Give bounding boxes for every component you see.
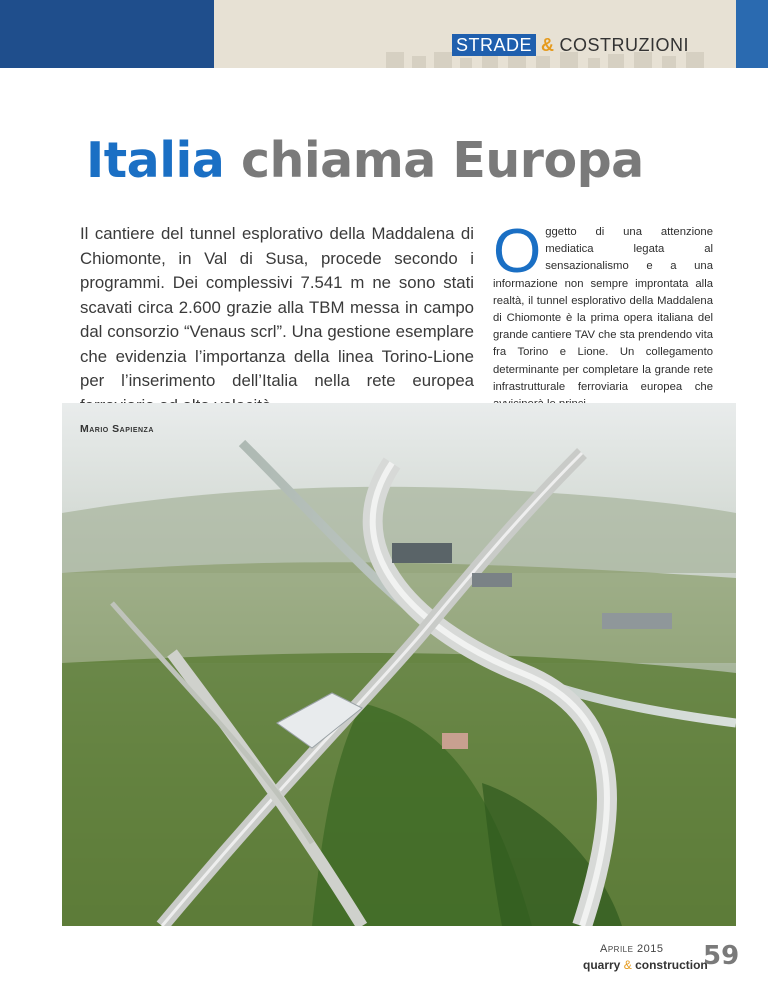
drop-cap: O	[493, 217, 542, 286]
section-label-strade: STRADE	[452, 34, 536, 56]
magazine-name	[583, 958, 708, 972]
title-part-italia: Italia	[86, 132, 225, 189]
header-right-band	[736, 0, 768, 68]
section-ampersand: &	[541, 34, 555, 55]
magazine-name-part1: quarry	[583, 958, 621, 972]
article-body	[493, 217, 713, 413]
page-number: 59	[703, 941, 740, 971]
header-blue-band	[0, 0, 214, 68]
aerial-photo	[62, 403, 736, 926]
magazine-ampersand: &	[623, 958, 632, 972]
section-label-costruzioni: COSTRUZIONI	[559, 34, 690, 55]
body-text: ggetto di una attenzione mediatica legata al sensazionalismo e a una informazione non sempre improntata alla realtà, il tunnel esplorativo della Maddalena di Chiomonte è la prima opera italiana del grande cantiere TAV che sta prendendo vita fra Torino e Lione. Un collegamento determinante per completare la grande rete infrastrutturale ferroviaria europea che	[493, 226, 713, 393]
article-title	[86, 132, 644, 189]
magazine-name-part2: construction	[635, 958, 708, 972]
title-part-chiama-europa: chiama Europa	[224, 132, 644, 189]
article-lead: Il cantiere del tunnel esplorativo della Maddalena di Chiomonte, in Val di Susa, procede secondo i programmi. Dei complessivi 7.541 m ne sono stati scavati circa 2.600 grazie alla TBM messa in campo dal consorzio “Venaus scrl”. Una gestione esemplare che evidenzia l’importanza della linea Torino-Lione per l’inserimento dell’Italia nella rete europea	[80, 224, 474, 390]
author-byline: Mario Sapienza	[80, 423, 154, 435]
section-tag	[452, 34, 689, 56]
issue-date: Aprile 2015	[600, 943, 664, 955]
